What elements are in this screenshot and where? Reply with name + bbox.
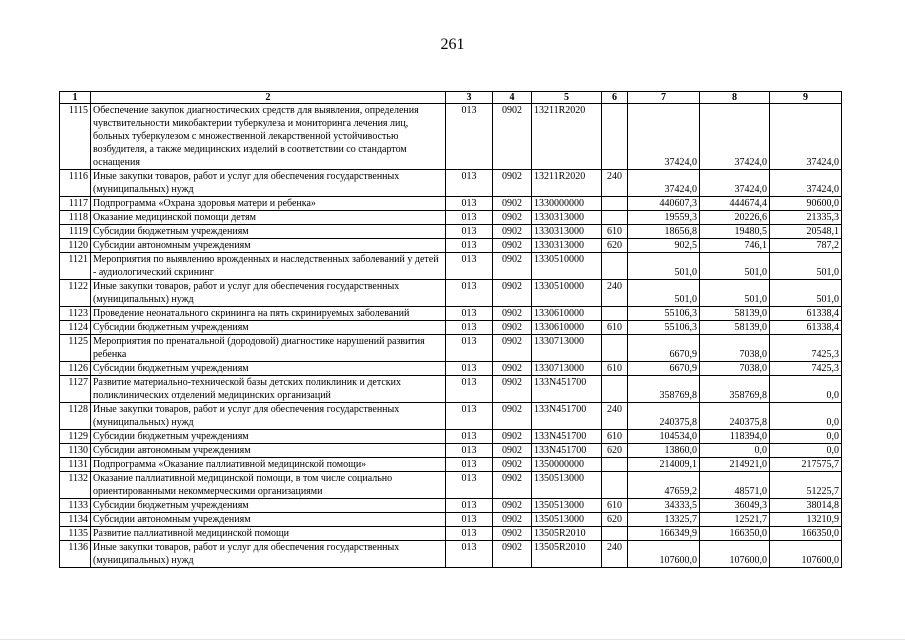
code-3-cell: 013: [446, 541, 493, 568]
description-cell: Субсидии бюджетным учреждениям: [91, 430, 446, 444]
value-9-cell: 38014,8: [770, 499, 842, 513]
code-3-cell: 013: [446, 513, 493, 527]
table-row: [60, 444, 842, 458]
description-cell: Обеспечение закупок диагностических средств для выявления, определения чувствительности микобактерии туберкулеза и мониторинга лечения лиц, больных туберкулезом с множественной лекарственной устойчивостью возбудителя, а также медицинских изделий в соответствии со стандартом оснащения: [91, 104, 446, 170]
value-9-cell: 7425,3: [770, 335, 842, 362]
row-number-cell: 1122: [60, 280, 91, 307]
description-cell: Развитие материально-технической базы детских поликлиник и детских поликлинических отделений медицинских организаций: [91, 376, 446, 403]
table-row: [60, 527, 842, 541]
code-6-cell: 610: [602, 321, 628, 335]
code-4-cell: 0902: [493, 541, 532, 568]
table-row: [60, 225, 842, 239]
value-7-cell: 13325,7: [628, 513, 700, 527]
description-cell: Субсидии бюджетным учреждениям: [91, 225, 446, 239]
description-cell: Субсидии бюджетным учреждениям: [91, 362, 446, 376]
description-cell: Проведение неонатального скрининга на пять скринируемых заболеваний: [91, 307, 446, 321]
value-7-cell: 55106,3: [628, 307, 700, 321]
code-4-cell: 0902: [493, 211, 532, 225]
value-8-cell: 20226,6: [700, 211, 770, 225]
value-8-cell: 58139,0: [700, 321, 770, 335]
code-6-cell: 610: [602, 499, 628, 513]
code-3-cell: 013: [446, 472, 493, 499]
row-number-cell: 1134: [60, 513, 91, 527]
table-row: [60, 499, 842, 513]
code-4-cell: 0902: [493, 321, 532, 335]
description-cell: Иные закупки товаров, работ и услуг для обеспечения государственных (муниципальных) нужд: [91, 403, 446, 430]
code-6-cell: 610: [602, 362, 628, 376]
value-9-cell: 0,0: [770, 403, 842, 430]
code-5-cell: 1330313000: [532, 211, 602, 225]
code-4-cell: 0902: [493, 307, 532, 321]
value-7-cell: 13860,0: [628, 444, 700, 458]
code-4-cell: 0902: [493, 458, 532, 472]
description-cell: Мероприятия по пренатальной (дородовой) диагностике нарушений развития ребенка: [91, 335, 446, 362]
code-3-cell: 013: [446, 458, 493, 472]
value-8-cell: 358769,8: [700, 376, 770, 403]
code-5-cell: 133N451700: [532, 376, 602, 403]
code-3-cell: 013: [446, 197, 493, 211]
code-5-cell: 1330610000: [532, 321, 602, 335]
code-4-cell: 0902: [493, 197, 532, 211]
table-row: [60, 211, 842, 225]
code-6-cell: 610: [602, 430, 628, 444]
value-9-cell: 166350,0: [770, 527, 842, 541]
value-9-cell: 7425,3: [770, 362, 842, 376]
code-6-cell: [602, 253, 628, 280]
code-6-cell: 620: [602, 239, 628, 253]
description-cell: Иные закупки товаров, работ и услуг для обеспечения государственных (муниципальных) нужд: [91, 280, 446, 307]
value-7-cell: 214009,1: [628, 458, 700, 472]
page-number: 261: [440, 36, 465, 53]
code-5-cell: 1330313000: [532, 239, 602, 253]
value-7-cell: 104534,0: [628, 430, 700, 444]
table-row: [60, 430, 842, 444]
table-row: [60, 197, 842, 211]
description-cell: Оказание медицинской помощи детям: [91, 211, 446, 225]
description-cell: Субсидии автономным учреждениям: [91, 513, 446, 527]
table-row: [60, 253, 842, 280]
code-5-cell: 1330313000: [532, 225, 602, 239]
code-6-cell: [602, 307, 628, 321]
code-4-cell: 0902: [493, 403, 532, 430]
value-9-cell: 37424,0: [770, 104, 842, 170]
code-4-cell: 0902: [493, 430, 532, 444]
table-row: [60, 280, 842, 307]
code-6-cell: [602, 472, 628, 499]
budget-table: [59, 91, 842, 568]
table-row: [60, 513, 842, 527]
row-number-cell: 1129: [60, 430, 91, 444]
code-3-cell: 013: [446, 362, 493, 376]
code-6-cell: 240: [602, 170, 628, 197]
code-3-cell: 013: [446, 170, 493, 197]
code-3-cell: 013: [446, 376, 493, 403]
code-6-cell: [602, 197, 628, 211]
code-5-cell: 1330713000: [532, 362, 602, 376]
value-7-cell: 47659,2: [628, 472, 700, 499]
row-number-cell: 1132: [60, 472, 91, 499]
table-row: [60, 362, 842, 376]
code-3-cell: 013: [446, 239, 493, 253]
value-9-cell: 501,0: [770, 253, 842, 280]
row-number-cell: 1131: [60, 458, 91, 472]
code-3-cell: 013: [446, 499, 493, 513]
value-7-cell: 55106,3: [628, 321, 700, 335]
value-8-cell: 7038,0: [700, 335, 770, 362]
description-cell: Иные закупки товаров, работ и услуг для обеспечения государственных (муниципальных) нужд: [91, 170, 446, 197]
code-5-cell: 13211R2020: [532, 104, 602, 170]
value-7-cell: 166349,9: [628, 527, 700, 541]
code-5-cell: 1350513000: [532, 499, 602, 513]
code-3-cell: 013: [446, 335, 493, 362]
table-row: [60, 321, 842, 335]
row-number-cell: 1117: [60, 197, 91, 211]
code-4-cell: 0902: [493, 253, 532, 280]
row-number-cell: 1116: [60, 170, 91, 197]
value-7-cell: 34333,5: [628, 499, 700, 513]
value-7-cell: 501,0: [628, 280, 700, 307]
code-6-cell: [602, 376, 628, 403]
table-row: [60, 239, 842, 253]
value-8-cell: 746,1: [700, 239, 770, 253]
code-5-cell: 1330000000: [532, 197, 602, 211]
description-cell: Субсидии бюджетным учреждениям: [91, 321, 446, 335]
code-5-cell: 133N451700: [532, 403, 602, 430]
code-4-cell: 0902: [493, 499, 532, 513]
value-7-cell: 6670,9: [628, 362, 700, 376]
value-9-cell: 51225,7: [770, 472, 842, 499]
code-6-cell: 620: [602, 444, 628, 458]
value-8-cell: 118394,0: [700, 430, 770, 444]
code-5-cell: 13505R2010: [532, 527, 602, 541]
code-4-cell: 0902: [493, 472, 532, 499]
code-4-cell: 0902: [493, 335, 532, 362]
code-5-cell: 1330510000: [532, 253, 602, 280]
code-3-cell: 013: [446, 225, 493, 239]
table-row: [60, 376, 842, 403]
code-4-cell: 0902: [493, 170, 532, 197]
code-5-cell: 1350513000: [532, 472, 602, 499]
value-9-cell: 61338,4: [770, 307, 842, 321]
value-7-cell: 240375,8: [628, 403, 700, 430]
code-4-cell: 0902: [493, 444, 532, 458]
value-7-cell: 358769,8: [628, 376, 700, 403]
code-4-cell: 0902: [493, 104, 532, 170]
code-4-cell: 0902: [493, 239, 532, 253]
code-6-cell: [602, 104, 628, 170]
header-cell: 2: [91, 92, 446, 104]
value-8-cell: 501,0: [700, 253, 770, 280]
code-5-cell: 133N451700: [532, 444, 602, 458]
row-number-cell: 1115: [60, 104, 91, 170]
code-5-cell: 133N451700: [532, 430, 602, 444]
description-cell: Оказание паллиативной медицинской помощи, в том числе социально ориентированными некоммерческими организациями: [91, 472, 446, 499]
row-number-cell: 1130: [60, 444, 91, 458]
code-6-cell: 240: [602, 541, 628, 568]
description-cell: Субсидии автономным учреждениям: [91, 239, 446, 253]
value-7-cell: 19559,3: [628, 211, 700, 225]
code-4-cell: 0902: [493, 513, 532, 527]
code-6-cell: 620: [602, 513, 628, 527]
table-row: [60, 403, 842, 430]
code-6-cell: 240: [602, 280, 628, 307]
row-number-cell: 1127: [60, 376, 91, 403]
value-9-cell: 90600,0: [770, 197, 842, 211]
row-number-cell: 1124: [60, 321, 91, 335]
value-8-cell: 7038,0: [700, 362, 770, 376]
value-8-cell: 107600,0: [700, 541, 770, 568]
description-cell: Развитие паллиативной медицинской помощи: [91, 527, 446, 541]
code-5-cell: 1350513000: [532, 513, 602, 527]
value-7-cell: 501,0: [628, 253, 700, 280]
code-6-cell: [602, 335, 628, 362]
header-cell: 6: [602, 92, 628, 104]
code-6-cell: 610: [602, 225, 628, 239]
code-6-cell: 240: [602, 403, 628, 430]
value-7-cell: 440607,3: [628, 197, 700, 211]
code-6-cell: [602, 458, 628, 472]
value-8-cell: 12521,7: [700, 513, 770, 527]
value-9-cell: 501,0: [770, 280, 842, 307]
table-row: [60, 458, 842, 472]
code-4-cell: 0902: [493, 376, 532, 403]
table-header-row: [60, 92, 842, 104]
code-4-cell: 0902: [493, 362, 532, 376]
value-7-cell: 37424,0: [628, 170, 700, 197]
table-row: [60, 307, 842, 321]
header-cell: 8: [700, 92, 770, 104]
header-cell: 3: [446, 92, 493, 104]
code-5-cell: 1330610000: [532, 307, 602, 321]
description-cell: Субсидии бюджетным учреждениям: [91, 499, 446, 513]
table-row: [60, 170, 842, 197]
header-cell: 5: [532, 92, 602, 104]
row-number-cell: 1123: [60, 307, 91, 321]
code-6-cell: [602, 211, 628, 225]
value-8-cell: 166350,0: [700, 527, 770, 541]
row-number-cell: 1119: [60, 225, 91, 239]
row-number-cell: 1125: [60, 335, 91, 362]
description-cell: Иные закупки товаров, работ и услуг для обеспечения государственных (муниципальных) нужд: [91, 541, 446, 568]
value-8-cell: 36049,3: [700, 499, 770, 513]
value-9-cell: 37424,0: [770, 170, 842, 197]
value-9-cell: 107600,0: [770, 541, 842, 568]
table-row: [60, 541, 842, 568]
table-body: [60, 104, 842, 568]
code-5-cell: 1350000000: [532, 458, 602, 472]
value-8-cell: 0,0: [700, 444, 770, 458]
value-7-cell: 107600,0: [628, 541, 700, 568]
code-5-cell: 13505R2010: [532, 541, 602, 568]
code-3-cell: 013: [446, 430, 493, 444]
row-number-cell: 1133: [60, 499, 91, 513]
table-row: [60, 104, 842, 170]
value-7-cell: 902,5: [628, 239, 700, 253]
table-row: [60, 472, 842, 499]
code-4-cell: 0902: [493, 225, 532, 239]
code-5-cell: 1330713000: [532, 335, 602, 362]
code-5-cell: 13211R2020: [532, 170, 602, 197]
value-8-cell: 48571,0: [700, 472, 770, 499]
row-number-cell: 1118: [60, 211, 91, 225]
table-row: [60, 335, 842, 362]
row-number-cell: 1120: [60, 239, 91, 253]
description-cell: Мероприятия по выявлению врожденных и наследственных заболеваний у детей - аудиологический скрининг: [91, 253, 446, 280]
row-number-cell: 1135: [60, 527, 91, 541]
value-9-cell: 21335,3: [770, 211, 842, 225]
row-number-cell: 1128: [60, 403, 91, 430]
code-3-cell: 013: [446, 253, 493, 280]
value-8-cell: 19480,5: [700, 225, 770, 239]
value-7-cell: 6670,9: [628, 335, 700, 362]
code-4-cell: 0902: [493, 280, 532, 307]
value-9-cell: 787,2: [770, 239, 842, 253]
code-3-cell: 013: [446, 104, 493, 170]
code-3-cell: 013: [446, 321, 493, 335]
code-3-cell: 013: [446, 211, 493, 225]
value-7-cell: 18656,8: [628, 225, 700, 239]
value-9-cell: 20548,1: [770, 225, 842, 239]
value-8-cell: 58139,0: [700, 307, 770, 321]
value-9-cell: 217575,7: [770, 458, 842, 472]
header-cell: 4: [493, 92, 532, 104]
value-8-cell: 501,0: [700, 280, 770, 307]
value-9-cell: 0,0: [770, 444, 842, 458]
description-cell: Подпрограмма «Оказание паллиативной медицинской помощи»: [91, 458, 446, 472]
header-cell: 7: [628, 92, 700, 104]
code-5-cell: 1330510000: [532, 280, 602, 307]
row-number-cell: 1121: [60, 253, 91, 280]
header-cell: 1: [60, 92, 91, 104]
description-cell: Субсидии автономным учреждениям: [91, 444, 446, 458]
code-4-cell: 0902: [493, 527, 532, 541]
value-8-cell: 444674,4: [700, 197, 770, 211]
value-9-cell: 13210,9: [770, 513, 842, 527]
code-3-cell: 013: [446, 280, 493, 307]
code-3-cell: 013: [446, 403, 493, 430]
value-8-cell: 240375,8: [700, 403, 770, 430]
row-number-cell: 1126: [60, 362, 91, 376]
row-number-cell: 1136: [60, 541, 91, 568]
code-3-cell: 013: [446, 444, 493, 458]
description-cell: Подпрограмма «Охрана здоровья матери и ребенка»: [91, 197, 446, 211]
code-3-cell: 013: [446, 527, 493, 541]
value-7-cell: 37424,0: [628, 104, 700, 170]
value-8-cell: 214921,0: [700, 458, 770, 472]
value-8-cell: 37424,0: [700, 170, 770, 197]
header-cell: 9: [770, 92, 842, 104]
value-9-cell: 0,0: [770, 430, 842, 444]
value-9-cell: 0,0: [770, 376, 842, 403]
code-3-cell: 013: [446, 307, 493, 321]
value-9-cell: 61338,4: [770, 321, 842, 335]
code-6-cell: [602, 527, 628, 541]
value-8-cell: 37424,0: [700, 104, 770, 170]
